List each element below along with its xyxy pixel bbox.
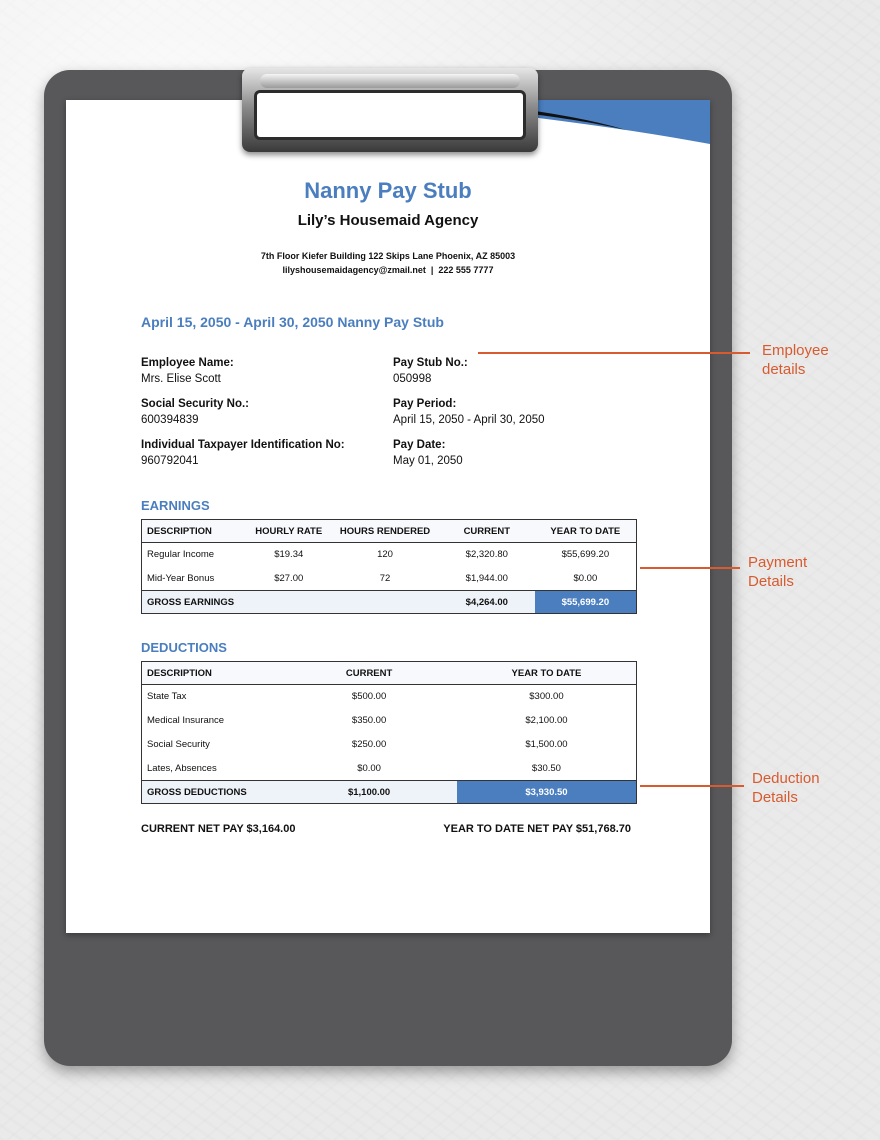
pay-stub-no-value: 050998: [393, 373, 432, 385]
employee-name-field: [141, 355, 234, 387]
table-row: [142, 567, 637, 591]
deductions-table: [141, 661, 637, 804]
gross-deductions-current: $1,100.00: [281, 781, 457, 804]
table-cell: [331, 591, 439, 614]
employee-name-label: Employee Name:: [141, 357, 234, 369]
table-cell: $250.00: [351, 739, 387, 750]
deductions-header-row: [142, 662, 637, 685]
earnings-header-row: [142, 520, 637, 543]
gross-deductions-label: GROSS DEDUCTIONS: [142, 781, 282, 804]
deduction-details-annotation: [752, 769, 820, 807]
table-row: [142, 757, 637, 781]
employee-details-annotation: [762, 341, 829, 379]
pay-stub-document: [66, 100, 710, 933]
ssn-value: 600394839: [141, 414, 199, 426]
gross-earnings-row: [142, 591, 637, 614]
table-cell: $500.00: [351, 691, 387, 703]
pay-stub-no-label: Pay Stub No.:: [393, 357, 468, 369]
deductions-col-description: DESCRIPTION: [142, 662, 282, 685]
table-cell: Social Security: [147, 739, 210, 750]
table-row: [142, 685, 637, 709]
gross-earnings-label: GROSS EARNINGS: [142, 591, 247, 614]
annotation-line-1: Employee: [762, 342, 829, 359]
pay-period-label: Pay Period:: [393, 398, 457, 410]
table-cell: $0.00: [573, 572, 598, 584]
earnings-heading: EARNINGS: [141, 498, 210, 513]
earnings-col-ytd: YEAR TO DATE: [535, 520, 637, 543]
gross-deductions-ytd: $3,930.50: [457, 781, 637, 804]
gross-earnings-current: $4,264.00: [439, 591, 535, 614]
deductions-col-ytd: YEAR TO DATE: [457, 662, 637, 685]
table-cell: 72: [379, 572, 391, 584]
annotation-line-1: Payment: [748, 554, 808, 571]
deductions-col-current: CURRENT: [281, 662, 457, 685]
document-title: Nanny Pay Stub: [304, 178, 472, 203]
gross-deductions-row: [142, 781, 637, 804]
ytd-net-pay: YEAR TO DATE NET PAY $51,768.70: [443, 823, 631, 835]
table-cell: $55,699.20: [561, 549, 610, 561]
clip-window: [254, 90, 526, 140]
payment-annotation-line: [640, 567, 740, 569]
agency-address: 7th Floor Kiefer Building 122 Skips Lane Phoenix, AZ 85003: [260, 251, 516, 261]
agency-contact: lilyshousemaidagency@zmail.net | 222 555 7777: [282, 265, 494, 275]
deductions-heading: DEDUCTIONS: [141, 640, 227, 655]
table-cell: $19.34: [274, 549, 304, 561]
table-row: [142, 733, 637, 757]
table-row: [142, 543, 637, 567]
deduction-annotation-line: [640, 785, 744, 787]
employee-name-value: Mrs. Elise Scott: [141, 373, 221, 385]
pay-date-value: May 01, 2050: [393, 455, 463, 467]
annotation-line-2: Details: [752, 789, 798, 806]
pay-stub-no-field: [393, 355, 468, 387]
gross-earnings-ytd: $55,699.20: [535, 591, 637, 614]
table-cell: $350.00: [351, 715, 387, 726]
clipboard-clip: [242, 68, 538, 152]
pay-period-heading: April 15, 2050 - April 30, 2050 Nanny Pay Stub: [141, 314, 444, 330]
table-cell: [246, 591, 331, 614]
ssn-label: Social Security No.:: [141, 398, 250, 410]
itin-field: [141, 437, 345, 469]
earnings-col-current: CURRENT: [439, 520, 535, 543]
table-cell: $30.50: [531, 762, 561, 774]
table-cell: 120: [377, 549, 393, 561]
payment-details-annotation: [748, 553, 807, 591]
itin-label: Individual Taxpayer Identification No:: [141, 439, 345, 451]
pay-period-value: April 15, 2050 - April 30, 2050: [393, 414, 545, 426]
table-cell: $300.00: [529, 691, 564, 703]
current-net-pay: CURRENT NET PAY $3,164.00: [141, 823, 296, 835]
earnings-col-hourly-rate: HOURLY RATE: [246, 520, 331, 543]
table-cell: $1,944.00: [465, 572, 508, 584]
table-cell: Mid-Year Bonus: [147, 572, 215, 584]
table-cell: $27.00: [274, 572, 304, 584]
clip-bar: [260, 74, 520, 88]
table-cell: Medical Insurance: [147, 715, 225, 726]
pay-date-field: [393, 437, 463, 469]
pay-date-label: Pay Date:: [393, 439, 446, 451]
table-cell: $2,100.00: [525, 715, 568, 726]
table-cell: $2,320.80: [465, 549, 508, 561]
earnings-table: [141, 519, 637, 614]
table-cell: State Tax: [147, 691, 187, 703]
itin-value: 960792041: [141, 455, 199, 467]
table-cell: $1,500.00: [525, 739, 568, 750]
employee-annotation-line: [478, 352, 750, 354]
table-cell: Regular Income: [147, 549, 215, 561]
agency-name: Lily’s Housemaid Agency: [297, 212, 479, 229]
table-cell: Lates, Absences: [147, 762, 217, 774]
annotation-line-2: details: [762, 361, 806, 378]
annotation-line-1: Deduction: [752, 770, 820, 787]
ssn-field: [141, 396, 249, 428]
earnings-col-hours-rendered: HOURS RENDERED: [331, 520, 439, 543]
pay-period-field: [393, 396, 545, 428]
table-cell: $0.00: [357, 762, 381, 774]
table-row: [142, 709, 637, 733]
earnings-col-description: DESCRIPTION: [142, 520, 247, 543]
annotation-line-2: Details: [748, 573, 794, 590]
